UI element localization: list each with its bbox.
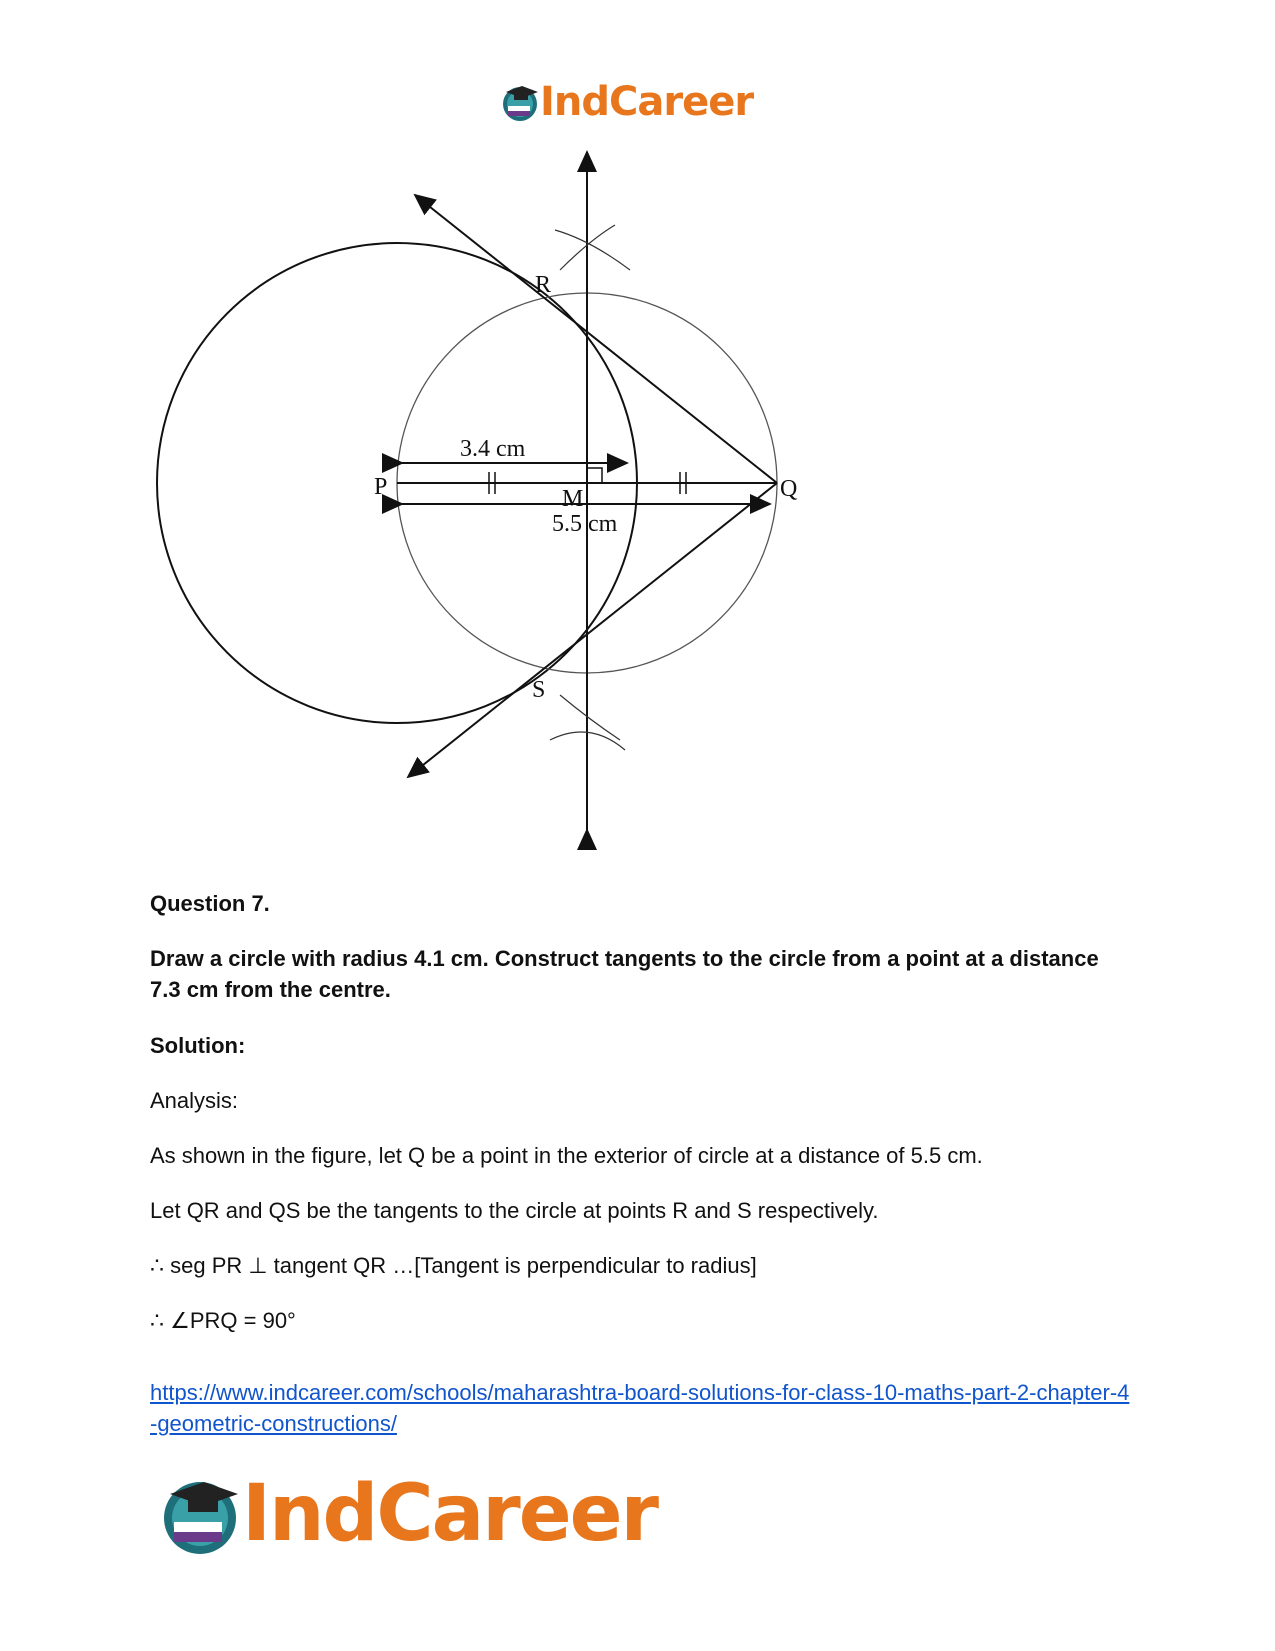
header-logo — [500, 78, 780, 132]
point-label-r: R — [535, 272, 552, 298]
measure-label-pm: 3.4 cm — [460, 436, 526, 462]
logo-wordmark: IndCareer — [242, 1469, 657, 1559]
point-label-s: S — [532, 677, 546, 703]
construction-figure — [140, 150, 860, 870]
solution-line-1: As shown in the figure, let Q be a point in the exterior of circle at a distance of 5.5 cm. — [150, 1143, 983, 1168]
right-angle-mark — [587, 468, 602, 483]
measure-label-pq: 5.5 cm — [552, 511, 618, 537]
graduation-cap-icon — [160, 1468, 242, 1560]
question-heading: Question 7. — [150, 891, 270, 916]
analysis-label: Analysis: — [150, 1088, 239, 1113]
graduation-cap-icon — [500, 78, 540, 126]
solution-line-4: ∴ ∠PRQ = 90° — [150, 1308, 296, 1333]
point-label-p: P — [374, 474, 388, 500]
solution-line-3: ∴ seg PR ⊥ tangent QR …[Tangent is perpendicular to radius] — [150, 1253, 757, 1278]
solution-line-2: Let QR and QS be the tangents to the circle at points R and S respectively. — [150, 1198, 879, 1223]
point-label-m: M — [562, 486, 584, 512]
footer-logo — [160, 1468, 700, 1568]
logo-wordmark: IndCareer — [540, 79, 754, 125]
point-label-q: Q — [780, 476, 798, 502]
solution-heading: Solution: — [150, 1033, 246, 1058]
question-text: Draw a circle with radius 4.1 cm. Construct tangents to the circle from a point at a distance 7.3 cm from the centre. — [150, 946, 1099, 1002]
source-link[interactable]: https://www.indcareer.com/schools/maharashtra-board-solutions-for-class-10-maths-part-2-chapter-4-geometric-constructions/ — [150, 1380, 1130, 1436]
